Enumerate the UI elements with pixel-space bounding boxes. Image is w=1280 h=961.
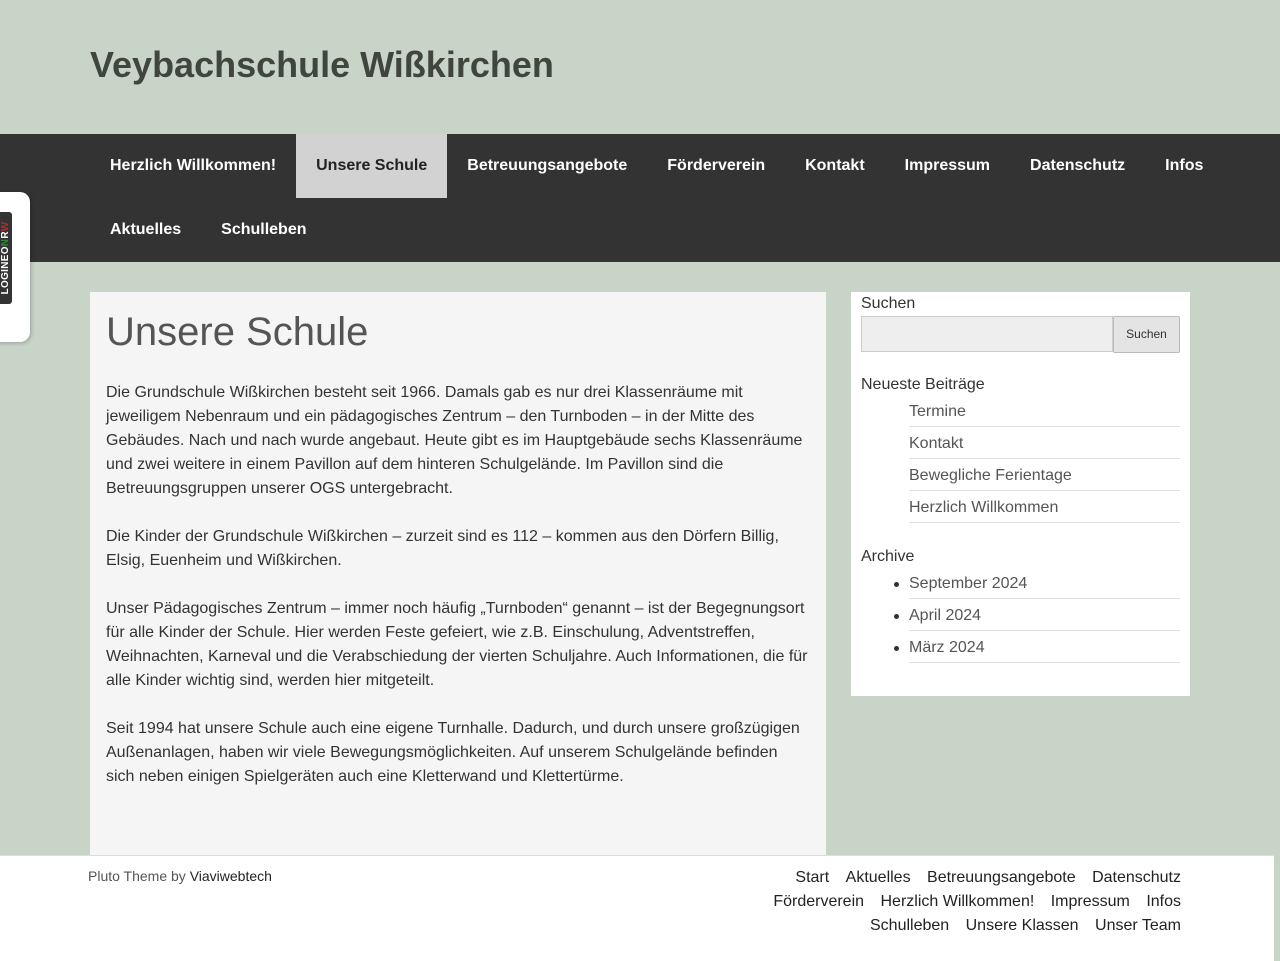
content-paragraph: Seit 1994 hat unsere Schule auch eine eigene Turnhalle. Dadurch, und durch unsere großzügigen Außenanlagen, haben wir viele Bewegungsmöglichkeiten. Auf unserem Schulgelände befinden sich neben einigen Spielgeräten auch eine Kletterwand und Klettertürme. [106, 720, 800, 785]
footer-link-herzlich-willkommen[interactable]: Herzlich Willkommen! [880, 893, 1035, 910]
nav-item-impressum[interactable]: Impressum [904, 157, 991, 174]
footer-link-unser-team[interactable]: Unser Team [1095, 917, 1181, 934]
archive-link[interactable]: September 2024 [909, 568, 1180, 599]
nav-row-2 [90, 198, 327, 262]
footer-link-foerderverein[interactable]: Förderverein [773, 893, 865, 910]
search-label: Suchen [861, 295, 916, 312]
archive-list [909, 568, 1180, 664]
main-content [90, 292, 826, 855]
footer-link-aktuelles[interactable]: Aktuelles [845, 869, 911, 886]
main-navigation [0, 134, 1280, 262]
footer-link-betreuungsangebote[interactable]: Betreuungsangebote [927, 869, 1076, 886]
footer-link-datenschutz[interactable]: Datenschutz [1092, 869, 1181, 886]
recent-post-link[interactable]: Kontakt [909, 428, 1180, 459]
recent-posts-list [909, 396, 1180, 524]
footer-menu [741, 866, 1181, 938]
content-paragraph: Die Kinder der Grundschule Wißkirchen – zurzeit sind es 112 – kommen aus den Dörfern Billig, Elsig, Euenheim und Wißkirchen. [106, 528, 779, 569]
nav-item-datenschutz[interactable]: Datenschutz [1030, 157, 1126, 174]
logineo-logo-icon [0, 212, 12, 304]
credit-text: Pluto Theme by [88, 868, 190, 884]
logineo-nrw-badge[interactable] [0, 192, 30, 342]
archive-title: Archive [861, 548, 915, 565]
nav-item-herzlich-willkommen[interactable]: Herzlich Willkommen! [110, 157, 277, 174]
footer [0, 855, 1274, 961]
footer-link-infos[interactable]: Infos [1146, 893, 1181, 910]
site-title[interactable]: Veybachschule Wißkirchen [90, 44, 554, 85]
archive-link[interactable]: April 2024 [909, 600, 1180, 631]
nav-item-infos[interactable]: Infos [1165, 157, 1204, 174]
recent-post-link[interactable]: Termine [909, 396, 1180, 427]
page-title: Unsere Schule [106, 310, 369, 354]
search-input[interactable] [861, 316, 1113, 352]
footer-credit [88, 868, 272, 884]
sidebar [851, 292, 1190, 696]
nav-row-1 [90, 134, 1223, 198]
credit-link[interactable]: Viaviwebtech [189, 868, 272, 884]
footer-link-start[interactable]: Start [795, 869, 830, 886]
recent-post-link[interactable]: Herzlich Willkommen [909, 492, 1180, 523]
nav-item-foerderverein[interactable]: Förderverein [667, 157, 766, 174]
nav-item-kontakt[interactable]: Kontakt [805, 157, 865, 174]
footer-link-schulleben[interactable]: Schulleben [870, 917, 950, 934]
nav-item-aktuelles[interactable]: Aktuelles [110, 221, 182, 238]
content-paragraph: Unser Pädagogisches Zentrum – immer noch häufig „Turnboden“ genannt – ist der Begegnungsort für alle Kinder der Schule. Hier werden Feste gefeiert, wie z.B. Einschulung, Adventstreffen, Weihnachten, Karneval und die Verabschiedung der vierten Schuljahre. Auch Informationen, die für alle Kinder wichtig sind, werden hier mitgeteilt. [106, 600, 808, 689]
nav-item-betreuungsangebote[interactable]: Betreuungsangebote [467, 157, 628, 174]
logineo-label: LOGINEONRW [0, 221, 11, 295]
recent-post-link[interactable]: Bewegliche Ferientage [909, 460, 1180, 491]
footer-link-impressum[interactable]: Impressum [1050, 893, 1130, 910]
nav-item-unsere-schule[interactable]: Unsere Schule [296, 134, 447, 198]
search-button[interactable]: Suchen [1113, 316, 1180, 353]
nav-item-schulleben[interactable]: Schulleben [221, 221, 307, 238]
recent-posts-title: Neueste Beiträge [861, 376, 985, 393]
archive-link[interactable]: März 2024 [909, 632, 1180, 663]
content-paragraph: Die Grundschule Wißkirchen besteht seit 1966. Damals gab es nur drei Klassenräume mit jeweiligem Nebenraum und ein pädagogisches Zentrum – den Turnboden – in der Mitte des Gebäudes. Nach und nach wurde angebaut. Heute gibt es im Hauptgebäude sechs Klassenräume und zwei weitere in einem Pavillon auf dem hinteren Schulgelände. Im Pavillon sind die Betreuungsgruppen unserer OGS untergebracht. [106, 384, 803, 497]
footer-link-unsere-klassen[interactable]: Unsere Klassen [965, 917, 1079, 934]
